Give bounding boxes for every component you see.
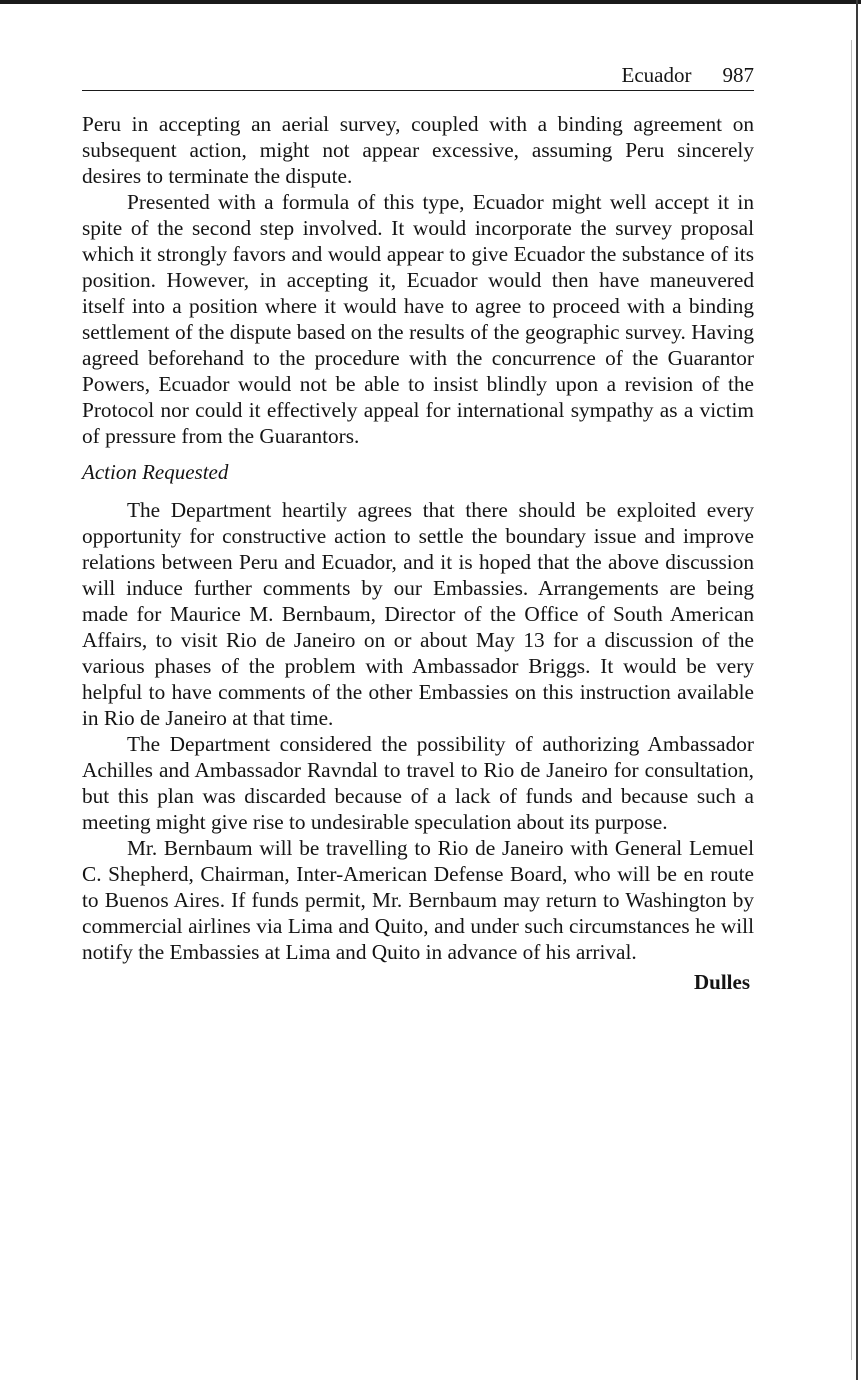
paragraph-1: Peru in accepting an aerial survey, coupled with a binding agreement on subsequent action, might not appear excessive, assuming Peru sincerely desires to terminate the dispute.	[82, 112, 754, 188]
paragraph-5: Mr. Bernbaum will be travelling to Rio de Janeiro with General Lemuel C. Shepherd, Chairman, Inter-American Defense Board, who will be en route to Buenos Aires. If funds permit, Mr. Bernbaum may return to Washington by commercial airlines via Lima and Quito, and under such circumstances he will notify the Embassies at Lima and Quito in advance of his arrival.	[82, 836, 754, 964]
document-page	[82, 62, 754, 995]
signature: Dulles	[693, 970, 750, 994]
scan-top-rule	[0, 0, 861, 4]
page-number: 987	[722, 63, 754, 87]
scan-right-edge	[856, 0, 858, 1380]
section-heading: Action Requested	[82, 460, 229, 484]
paragraph-4: The Department considered the possibility of authorizing Ambassador Achilles and Ambassador Ravndal to travel to Rio de Janeiro for consultation, but this plan was discarded because of a lack of funds and because such a meeting might give rise to undesirable speculation about its purpose.	[82, 732, 754, 834]
running-head-title: Ecuador	[621, 63, 692, 87]
running-head	[82, 62, 754, 91]
paragraph-2: Presented with a formula of this type, Ecuador might well accept it in spite of the second step involved. It would incorporate the survey proposal which it strongly favors and would appear to give Ecuador the substance of its position. However, in accepting it, Ecuador would then have maneuvered itself into a position where it would have to agree to proceed with a binding settlement of the dispute based on the results of the geographic survey. Having agreed beforehand to the procedure with the concurrence of the Guarantor Powers, Ecuador would not be able to insist blindly upon a revision of the Protocol nor could it effectively appeal for international sympathy as a victim of pressure from the Guarantors.	[82, 190, 754, 448]
paragraph-3: The Department heartily agrees that there should be exploited every opportunity for constructive action to settle the boundary issue and improve relations between Peru and Ecuador, and it is hoped that the above discussion will induce further comments by our Embassies. Arrangements are being made for Maurice M. Bernbaum, Director of the Office of South American Affairs, to visit Rio de Janeiro on or about May 13 for a discussion of the various phases of the problem with Ambassador Briggs. It would be very helpful to have comments of the other Embassies on this instruction available in Rio de Janeiro at that time.	[82, 498, 754, 730]
scan-right-edge-shadow	[851, 40, 852, 1360]
